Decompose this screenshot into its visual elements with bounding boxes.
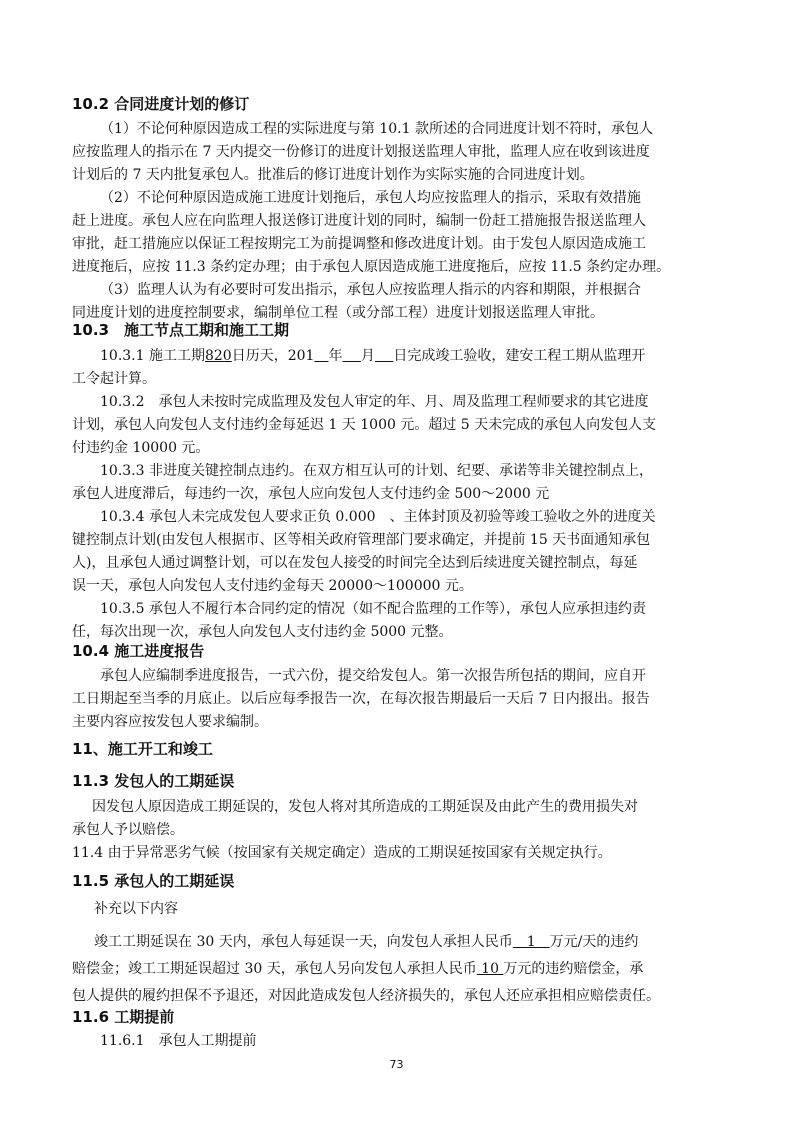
paragraph-10-3-3: 10.3.3 非进度关键控制点违约。在双方相互认可的计划、纪要、承诺等非关键控制点上， 承包人进度滞后，每违约一次，承包人应向发包人支付违约金 500～2000 元 (72, 463, 653, 502)
section-11-3-title: 11.3 发包人的工期延误 (72, 772, 235, 790)
paragraph-10-3-4: 10.3.4 承包人未完成发包人要求正负 0.000 、主体封顶及初验等竣工验收之外的进度关 键控制点计划(由发包人根据市、区等相关政府管理部门要求确定，并提前 15 天书面通知承包 人)，且承包人通过调整计划，可以在发包人接受的时间完全达到后续进度关键控制点，每延 误一天，承包人向发包人支付违约金每天 20000～100000 元。 (72, 509, 656, 594)
paragraph-11-6-1: 11.6.1 承包人工期提前 (100, 1033, 257, 1049)
paragraph-11-4: 11.4 由于异常恶劣气候（按国家有关规定确定）造成的工期误延按国家有关规定执行。 (72, 845, 612, 861)
paragraph-10-4: 承包人应编制季进度报告，一式六份，提交给发包人。第一次报告所包括的期间，应自开 工日期起至当季的月底止。以后应每季报告一次，在每次报告期最后一天后 7 日内报出。报告 主要内容应按发包人要求编制。 (72, 668, 650, 730)
paragraph-10-3-5: 10.3.5 承包人不履行本合同约定的情况（如不配合监理的工作等），承包人应承担违约责 任，每次出现一次，承包人向发包人支付违约金 5000 元整。 (72, 601, 646, 640)
daily-penalty-value: 1 (512, 934, 550, 950)
extra-penalty-value: 10 (476, 961, 504, 977)
paragraph-10-2-2: （2）不论何种原因造成施工进度计划拖后，承包人均应按监理人的指示，采取有效措施 赶上进度。承包人应在向监理人报送修订进度计划的同时，编制一份赶工措施报告报送监理人 审批，赶工措施应以保证工程按期完工为前提调整和修改进度计划。由于发包人原因造成施工 进度拖后，应按 11.3 条约定办理；由于承包人原因造成施工进度拖后，应按 11.5 条约定办理。 (72, 190, 671, 275)
paragraph-10-2-3: （3）监理人认为有必要时可发出指示，承包人应按监理人指示的内容和期限，并根据合 同进度计划的进度控制要求，编制单位工程（或分部工程）进度计划报送监理人审批。 (72, 282, 641, 321)
month-blank (342, 348, 360, 364)
page-number: 73 (389, 1058, 404, 1071)
day-blank (375, 348, 393, 364)
paragraph-10-3-1: 10.3.1 施工工期820日历天，201 年 月 日完成竣工验收，建安工程工期从监理开 工令起计算。 (72, 348, 646, 387)
year-blank (314, 348, 328, 364)
paragraph-10-2-1: （1）不论何种原因造成工程的实际进度与第 10.1 款所述的合同进度计划不符时，承包人 应按监理人的指示在 7 天内提交一份修订的进度计划报送监理人审批，监理人应在收到该进度 计划后的 7 天内批复承包人。批准后的修订进度计划作为实际实施的合同进度计划。 (72, 121, 653, 183)
paragraph-10-3-2: 10.3.2 承包人未按时完成监理及发包人审定的年、月、周及监理工程师要求的其它进度 计划，承包人向发包人支付违约金每延迟 1 天 1000 元。超过 5 天未完成的承包人向发包人支 付违约金 10000 元。 (72, 394, 657, 456)
section-10-4-title: 10.4 施工进度报告 (72, 642, 205, 660)
paragraph-11-3: 因发包人原因造成工期延误的，发包人将对其所造成的工期延误及由此产生的费用损失对 承包人予以赔偿。 (72, 799, 638, 838)
paragraph-11-5: 竣工工期延误在 30 天内，承包人每延误一天，向发包人承担人民币 1 万元/天的违约 赔偿金；竣工工期延误超过 30 天，承包人另向发包人承担人民币 10 万元的违约赔偿金，承 包人提供的履约担保不予退还，对因此造成发包人经济损失的，承包人还应承担相应赔偿责任。 (72, 934, 660, 1004)
section-10-2-title: 10.2 合同进度计划的修订 (72, 95, 250, 113)
duration-days-value: 820 (204, 348, 232, 364)
section-11-6-title: 11.6 工期提前 (72, 1008, 175, 1026)
section-10-3-title: 10.3 施工节点工期和施工工期 (72, 321, 290, 339)
section-11-5-title: 11.5 承包人的工期延误 (72, 872, 235, 890)
paragraph-11-5-intro: 补充以下内容 (94, 901, 178, 917)
section-11-title: 11、施工开工和竣工 (72, 740, 213, 758)
